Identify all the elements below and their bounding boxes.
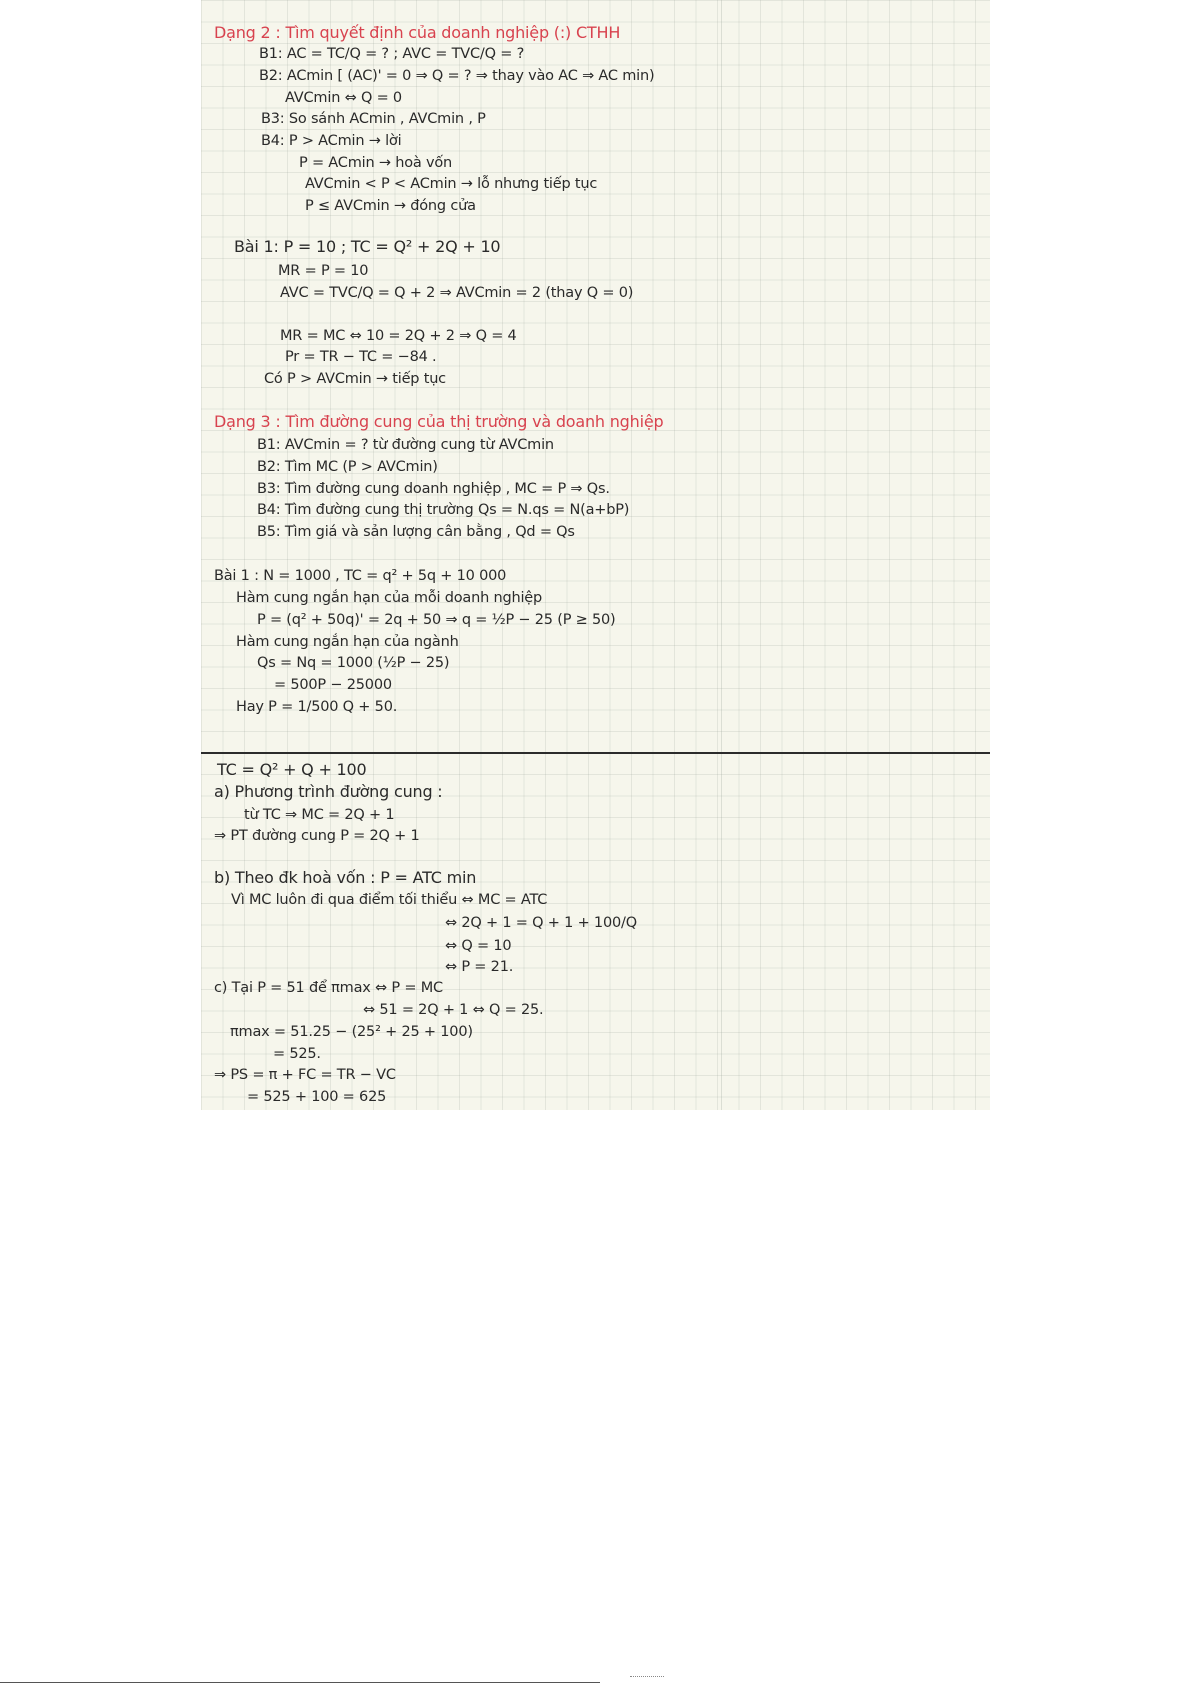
exercise-title: Bài 1 : N = 1000 , TC = q² + 5q + 10 000 <box>214 568 507 584</box>
note-line: ⇔ 51 = 2Q + 1 ⇔ Q = 25. <box>363 1002 544 1018</box>
page-footer-rule <box>0 1682 600 1683</box>
note-line: B5: Tìm giá và sản lượng cân bằng , Qd = Qs <box>257 524 575 540</box>
note-line: B3: Tìm đường cung doanh nghiệp , MC = P ⇒ Qs. <box>257 481 610 497</box>
notebook-page <box>201 0 990 1110</box>
note-line: B4: Tìm đường cung thị trường Qs = N.qs = N(a+bP) <box>257 502 630 518</box>
exercise-title: Bài 1: P = 10 ; TC = Q² + 2Q + 10 <box>234 237 501 256</box>
note-line: ⇒ PT đường cung P = 2Q + 1 <box>214 828 420 844</box>
note-line: Pr = TR − TC = −84 . <box>285 349 437 365</box>
note-line: = 525 + 100 = 625 <box>247 1089 387 1105</box>
note-line: Hàm cung ngắn hạn của ngành <box>236 634 459 650</box>
note-line: a) Phương trình đường cung : <box>214 782 443 801</box>
note-line: Vì MC luôn đi qua điểm tối thiểu ⇔ MC = ATC <box>231 892 548 908</box>
note-line: ⇔ 2Q + 1 = Q + 1 + 100/Q <box>445 915 637 931</box>
note-line: AVCmin < P < ACmin → lỗ nhưng tiếp tục <box>305 176 598 192</box>
note-line: Hay P = 1/500 Q + 50. <box>236 699 398 715</box>
note-line: b) Theo đk hoà vốn : P = ATC min <box>214 868 477 887</box>
note-line: Có P > AVCmin → tiếp tục <box>264 371 446 387</box>
note-line: P ≤ AVCmin → đóng cửa <box>305 198 476 214</box>
note-line: AVCmin ⇔ Q = 0 <box>285 90 402 106</box>
note-line: AVC = TVC/Q = Q + 2 ⇒ AVCmin = 2 (thay Q = 0) <box>280 285 634 301</box>
note-line: Qs = Nq = 1000 (½P − 25) <box>257 655 450 671</box>
note-line: ⇒ PS = π + FC = TR − VC <box>214 1067 396 1083</box>
note-line: TC = Q² + Q + 100 <box>217 760 367 779</box>
note-line: B2: Tìm MC (P > AVCmin) <box>257 459 438 475</box>
note-line: ⇔ P = 21. <box>445 959 514 975</box>
page-footer-mark <box>630 1676 664 1680</box>
note-line: Hàm cung ngắn hạn của mỗi doanh nghiệp <box>236 590 543 606</box>
note-line: = 525. <box>273 1046 321 1062</box>
note-line: B4: P > ACmin → lời <box>261 133 402 149</box>
note-line: ⇔ Q = 10 <box>445 938 512 954</box>
note-line: P = (q² + 50q)' = 2q + 50 ⇒ q = ½P − 25 (P ≥ 50) <box>257 612 616 628</box>
note-line: B2: ACmin [ (AC)' = 0 ⇒ Q = ? ⇒ thay vào AC ⇒ AC min) <box>259 68 655 84</box>
note-line: MR = MC ⇔ 10 = 2Q + 2 ⇒ Q = 4 <box>280 328 517 344</box>
note-line: c) Tại P = 51 để πmax ⇔ P = MC <box>214 980 443 996</box>
note-line: B3: So sánh ACmin , AVCmin , P <box>261 111 486 127</box>
section-divider <box>201 752 990 754</box>
note-line: B1: AC = TC/Q = ? ; AVC = TVC/Q = ? <box>259 46 525 62</box>
note-line: = 500P − 25000 <box>274 677 392 693</box>
note-line: từ TC ⇒ MC = 2Q + 1 <box>244 807 395 823</box>
heading-dang-3: Dạng 3 : Tìm đường cung của thị trường và doanh nghiệp <box>214 412 664 431</box>
note-line: P = ACmin → hoà vốn <box>299 155 453 171</box>
note-line: B1: AVCmin = ? từ đường cung từ AVCmin <box>257 437 554 453</box>
note-line: MR = P = 10 <box>278 263 369 279</box>
heading-dang-2: Dạng 2 : Tìm quyết định của doanh nghiệp (:) CTHH <box>214 23 621 42</box>
note-line: πmax = 51.25 − (25² + 25 + 100) <box>230 1024 473 1040</box>
